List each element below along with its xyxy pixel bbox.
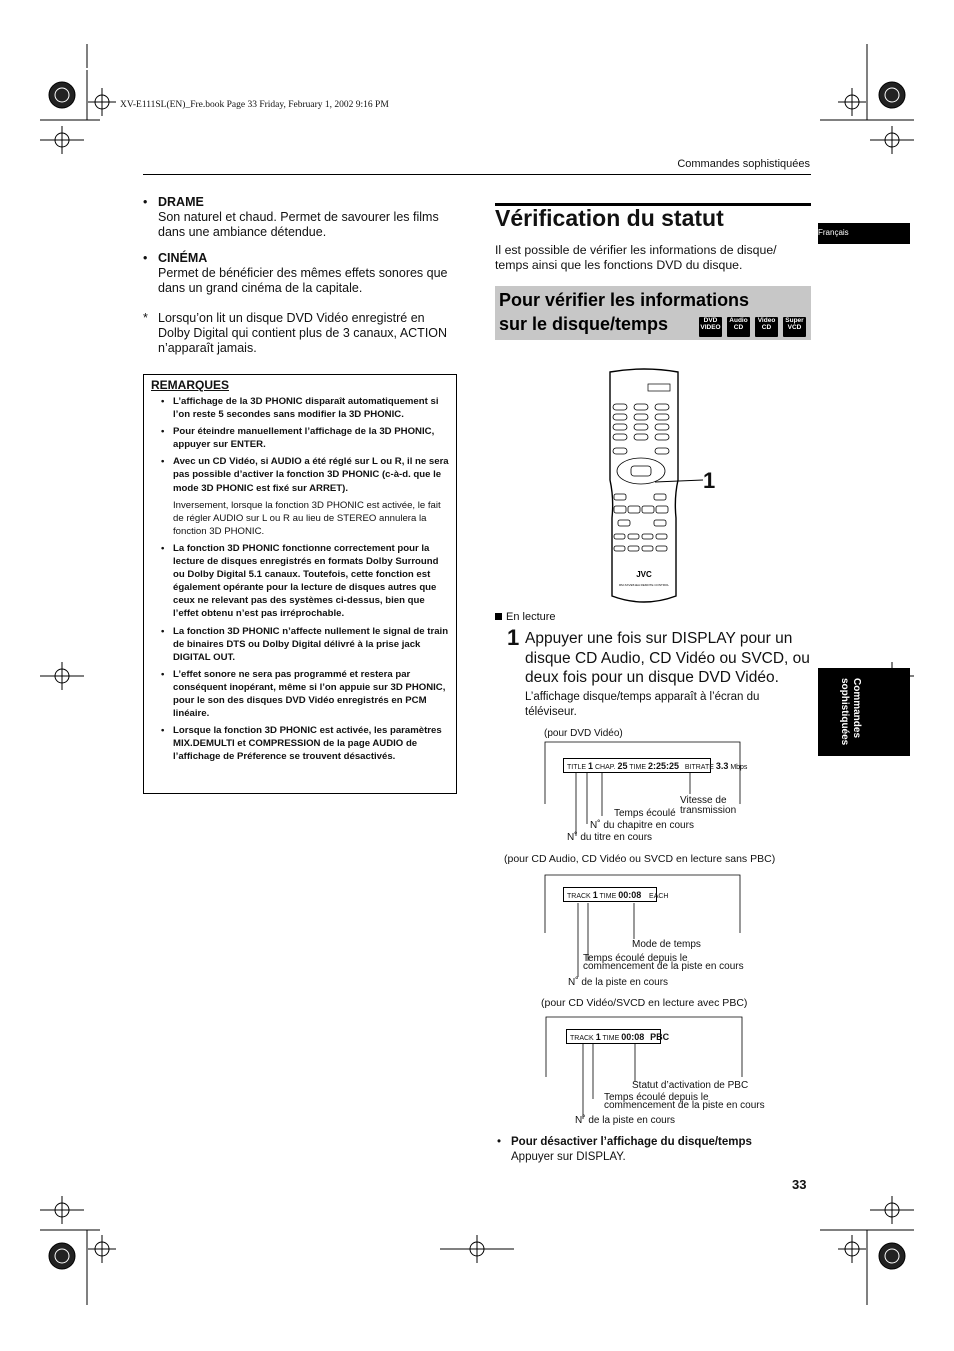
callout-chapter: N˚ du chapitre en cours (590, 820, 694, 831)
osd-track-value: 1 (592, 890, 598, 900)
osd-chap-label: CHAP. (594, 764, 616, 771)
callout-bitrate: Vitesse de transmission (680, 795, 737, 816)
super-vcd-tag: Super VCD (783, 317, 806, 337)
osd-bitrate-value: 3.3 (715, 761, 729, 771)
remark-item: • L’affichage de la 3D PHONIC disparaît automatiquement si l’on reste 5 secondes sans modifier la 3D PHONIC. (152, 395, 452, 421)
osd-time-value: 00:08 (621, 1032, 645, 1042)
osd-bitrate-label: BITRATE (684, 764, 714, 771)
callout-cd-elapsed: Temps écoulé depuis le commencement de la piste en cours (583, 953, 744, 972)
remote-brand: JVC (636, 570, 652, 579)
remote-model: RM-SXVE51EA REMOTE CONTROL (618, 583, 670, 587)
deactivate-title: Pour désactiver l’affichage du disque/temps (511, 1136, 752, 1148)
remark-item: • Lorsque la fonction 3D PHONIC est activée, les paramètres MIX.DEMULTI et COMPRESSION de la page AUDIO de l’affichage de Préference se trouvent désactivés. (152, 724, 452, 763)
footnote-mark: * (143, 311, 148, 325)
deactivate-note: • Pour désactiver l’affichage du disque/temps Appuyer sur DISPLAY. (497, 1136, 752, 1163)
item-title: DRAME (158, 195, 204, 209)
file-info: XV-E111SL(EN)_Fre.book Page 33 Friday, February 1, 2002 9:16 PM (120, 100, 389, 110)
callout-pbc-elapsed: Temps écoulé depuis le commencement de la piste en cours (604, 1092, 765, 1111)
subsection-box (495, 286, 811, 340)
page-title: Vérification du statut (495, 205, 724, 231)
callout-pbc-status: Statut d’activation de PBC (632, 1080, 749, 1091)
video-cd-tag: Video CD (755, 317, 778, 337)
callout-title: N˚ du titre en cours (567, 832, 653, 843)
item-text: Son naturel et chaud. Permet de savourer les films dans une ambiance détendue. (158, 210, 439, 239)
osd-track-value: 1 (595, 1032, 601, 1042)
item-title: CINÉMA (158, 251, 208, 265)
remark-item: • La fonction 3D PHONIC fonctionne correctement pour la lecture de disques enregistrés en formats Dolby Surround ou Dolby Digital 5.1 canaux. Toutefois, cette fonction est également opérante pour la lecture de disques autres que ceux ne relevant pas des systèmes ci-dessus, bien que l’effet obtenu n’est pas irréprochable. (152, 542, 452, 621)
callout-elapsed: Temps écoulé (614, 808, 676, 819)
mode-label-text: En lecture (506, 611, 556, 623)
effect-item-cinema: • CINÉMA Permet de bénéficier des mêmes effets sonores que dans un grand cinéma de la capitale. (143, 251, 455, 296)
osd-pbc-value: PBC (650, 1032, 670, 1042)
dvd-osd-bar (563, 758, 748, 773)
intro-text: Il est possible de vérifier les informations de disque/ temps ainsi que les fonctions DVD du disque. (495, 243, 777, 272)
mode-label (495, 611, 556, 623)
osd-chap-value: 25 (617, 761, 628, 771)
deactivate-text: Appuyer sur DISPLAY. (511, 1151, 626, 1163)
section-side-tab (818, 668, 910, 756)
remarks-list (152, 395, 452, 767)
language-tab-label: Français (818, 228, 849, 237)
osd-time-label: TIME (599, 893, 617, 900)
step-instruction: Appuyer une fois sur DISPLAY pour un disque CD Audio, CD Vidéo ou SVCD, ou deux fois pour un disque DVD Vidéo. (525, 630, 810, 686)
remarks-title: REMARQUES (151, 378, 230, 392)
dvd-diagram-label: (pour DVD Vidéo) (544, 728, 623, 739)
osd-track-label: TRACK (570, 1035, 594, 1042)
osd-mode-value: EACH (649, 893, 669, 900)
dvd-video-tag: DVD VIDEO (699, 317, 722, 337)
callout-time-mode: Mode de temps (632, 939, 701, 950)
step-description: L’affichage disque/temps apparaît à l’écran du téléviseur. (525, 691, 760, 718)
square-bullet-icon (495, 613, 502, 620)
side-tab-label: Commandes sophistiquées (839, 678, 862, 746)
pbc-osd-bar (566, 1029, 670, 1044)
callout-cd-track: N˚ de la piste en cours (568, 977, 669, 988)
callout-pbc-track: N˚ de la piste en cours (575, 1115, 676, 1126)
cd-osd-bar (563, 887, 669, 902)
cd-diagram-label: (pour CD Audio, CD Vidéo ou SVCD en lecture sans PBC) (504, 853, 776, 865)
remarks-box (143, 374, 457, 794)
language-tab (818, 223, 910, 244)
effect-item-drame: • DRAME Son naturel et chaud. Permet de savourer les films dans une ambiance détendue. (143, 195, 443, 240)
osd-title-value: 1 (588, 761, 594, 771)
footnote (143, 311, 455, 356)
osd-time-value: 00:08 (618, 890, 642, 900)
osd-title-label: TITLE (567, 764, 587, 771)
callout-leader (655, 470, 705, 490)
pbc-diagram-label: (pour CD Vidéo/SVCD en lecture avec PBC) (541, 997, 748, 1009)
osd-time-value: 2:25:25 (647, 761, 679, 771)
callout-number: 1 (703, 468, 716, 493)
osd-time-label: TIME (602, 1035, 620, 1042)
header-rule (143, 174, 811, 175)
osd-track-label: TRACK (567, 893, 591, 900)
subsection-title: Pour vérifier les informations sur le disque/temps (499, 290, 750, 334)
remark-item: • Avec un CD Vidéo, si AUDIO a été réglé sur L ou R, il ne sera pas possible d’activer la fonction 3D PHONIC (c-à-d. que le mode 3D PHONIC est fixé sur ARRET). (152, 455, 452, 494)
section-header: Commandes sophistiquées (677, 158, 810, 170)
item-text: Permet de bénéficier des mêmes effets sonores que dans un grand cinéma de la capitale. (158, 266, 448, 295)
remark-item: • Pour éteindre manuellement l’affichage de la 3D PHONIC, appuyer sur ENTER. (152, 425, 452, 451)
footnote-text: Lorsqu’on lit un disque DVD Vidéo enregistré en Dolby Digital qui contient plus de 3 canaux, ACTION n’apparaît jamais. (158, 311, 448, 355)
page-number: 33 (792, 1177, 807, 1192)
remark-item: • L’effet sonore ne sera pas programmé et restera par conséquent inopérant, même si l’on appuie sur 3D PHONIC, pour le son des disques DVD Vidéo enregistrés en PCM linéaire. (152, 668, 452, 720)
step-number: 1 (507, 625, 520, 650)
remark-item: • La fonction 3D PHONIC n’affecte nullement le signal de train de binaires DTS ou Dolby Digital délivré à la prise jack DIGITAL OUT. (152, 625, 452, 664)
osd-time-label: TIME (629, 764, 647, 771)
osd-bitrate-unit: Mbps (730, 764, 748, 771)
remark-item: Inversement, lorsque la fonction 3D PHONIC est activée, le fait de régler AUDIO sur L ou R au lieu de STEREO annulera la fonction 3D PHONIC. (173, 499, 441, 537)
audio-cd-tag: Audio CD (727, 317, 750, 337)
